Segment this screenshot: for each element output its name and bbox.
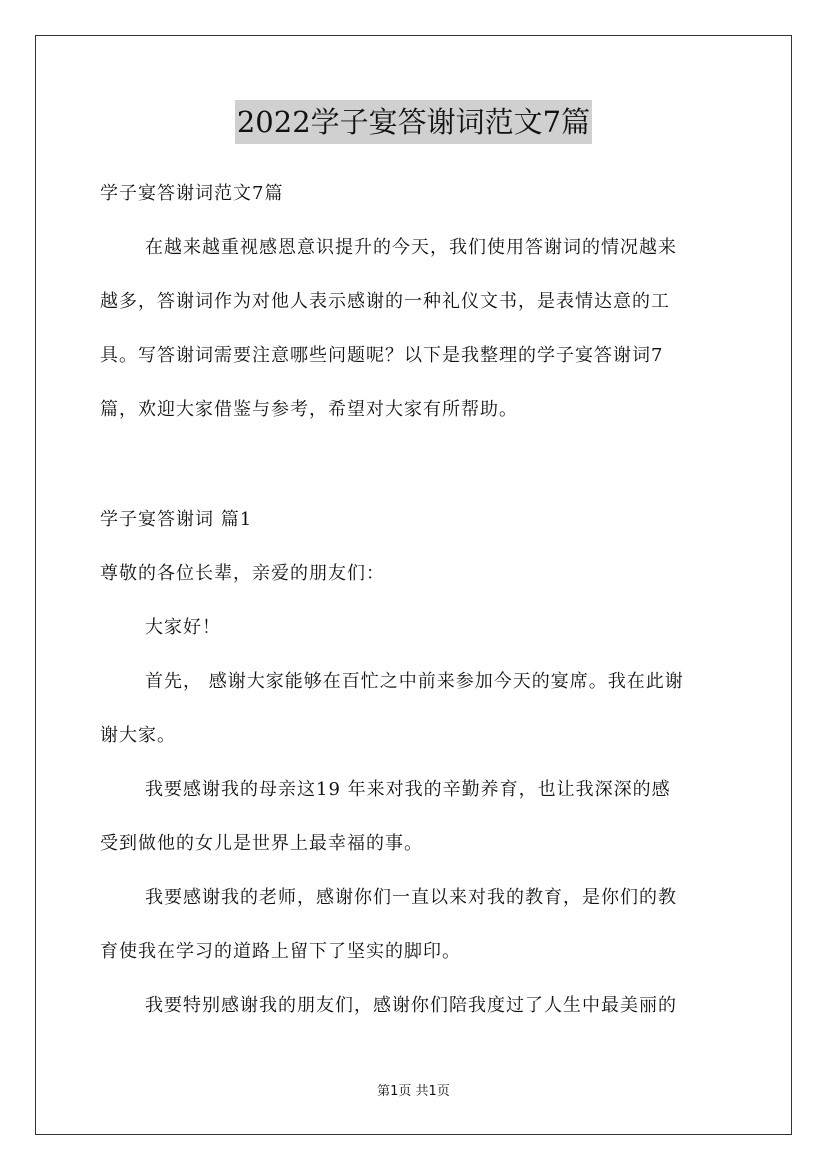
intro-line: 在越来越重视感恩意识提升的今天，我们使用答谢词的情况越来: [145, 237, 677, 258]
body-line: 首先， 感谢大家能够在百忙之中前来参加今天的宴席。我在此谢: [145, 671, 684, 692]
document-title: 2022学子宴答谢词范文7篇: [235, 100, 592, 144]
page-indicator: 第1页 共1页: [377, 1084, 450, 1099]
intro-line: 具。写答谢词需要注意哪些问题呢？以下是我整理的学子宴答谢词7: [100, 345, 664, 366]
body-line: 受到做他的女儿是世界上最幸福的事。: [100, 833, 423, 854]
body-line: 我要感谢我的老师，感谢你们一直以来对我的教育，是你们的教: [145, 887, 677, 908]
intro-line: 越多，答谢词作为对他人表示感谢的一种礼仪文书，是表情达意的工: [100, 291, 670, 312]
body-line: 我要特别感谢我的朋友们，感谢你们陪我度过了人生中最美丽的: [145, 995, 677, 1016]
intro-line: 篇，欢迎大家借鉴与参考，希望对大家有所帮助。: [100, 399, 518, 420]
body-line: 我要感谢我的母亲这19 年来对我的辛勤养育，也让我深深的感: [145, 779, 671, 800]
greeting: 大家好！: [145, 617, 221, 638]
subtitle: 学子宴答谢词范文7篇: [100, 183, 284, 204]
salutation: 尊敬的各位长辈，亲爱的朋友们：: [100, 563, 385, 584]
title-container: [0, 100, 827, 144]
section-heading: 学子宴答谢词 篇1: [100, 509, 253, 530]
body-line: 谢大家。: [100, 725, 176, 746]
body-line: 育使我在学习的道路上留下了坚实的脚印。: [100, 941, 461, 962]
